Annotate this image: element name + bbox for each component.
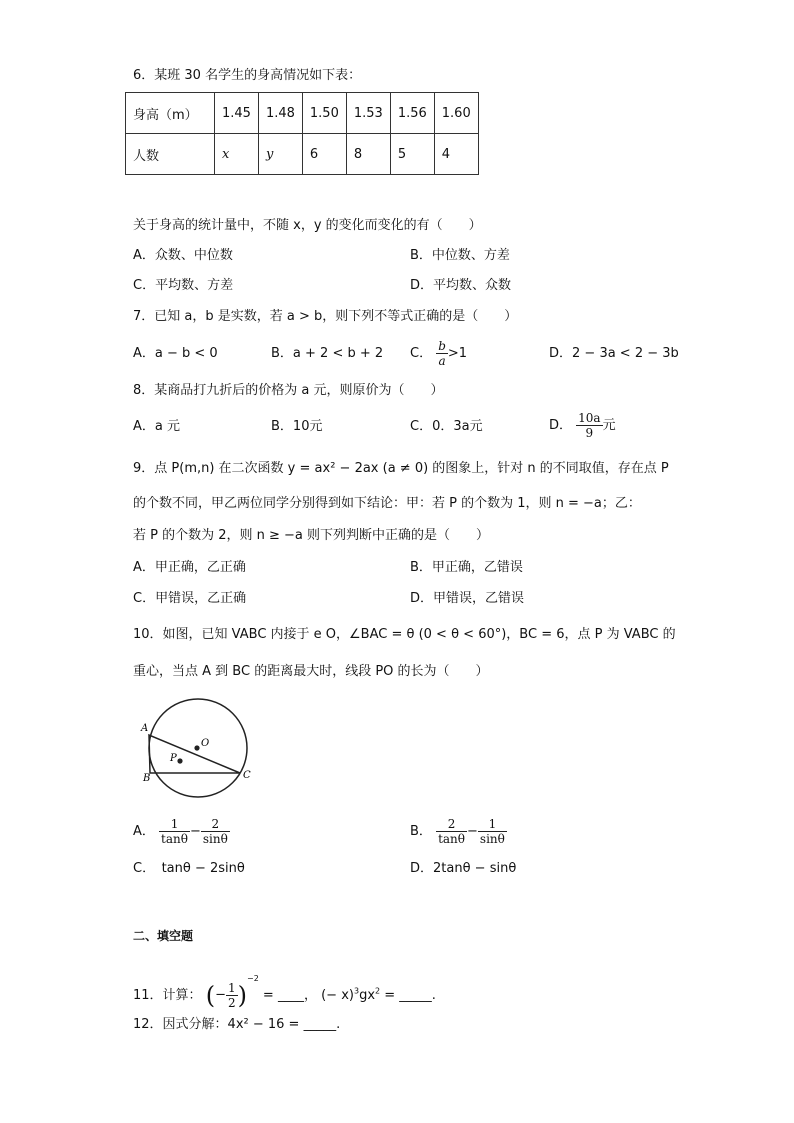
fraction xyxy=(436,817,467,846)
fraction-denominator: 2 xyxy=(227,996,236,1010)
q10-option-d: D．2tanθ − sinθ xyxy=(410,861,517,876)
q9-line2: 的个数不同，甲乙两位同学分别得到如下结论：甲：若 P 的个数为 1，则 n = −a；乙： xyxy=(133,496,641,511)
q7-option-b: B．a + 2 < b + 2 xyxy=(271,346,384,361)
q10-option-a: A． $\frac{1}{\tan\theta}$ − $\frac{2}{\sin\theta}$ xyxy=(133,817,228,846)
table-cell: 1.56 xyxy=(390,93,434,134)
q6-option-b: B．中位数、方差 xyxy=(410,248,510,263)
option-label: A． xyxy=(133,824,155,839)
height-table xyxy=(125,92,479,175)
q9-line1: 9．点 P(m,n) 在二次函数 y = ax² − 2ax (a ≠ 0) 的图象上，针对 n 的不同取值，存在点 P xyxy=(133,461,669,476)
q10-line1: 10．如图，已知 VABC 内接于 e O，∠BAC = θ (0 < θ < 60°)，BC = 6，点 P 为 VABC 的 xyxy=(133,627,676,642)
option-tail: >1 xyxy=(447,346,468,361)
q6-stem: 6．某班 30 名学生的身高情况如下表： xyxy=(133,68,362,83)
table-cell: 1.50 xyxy=(302,93,346,134)
table-cell: 身高（m） xyxy=(126,93,215,134)
q11-mid: = ____， xyxy=(262,988,317,1003)
exponent: 3 xyxy=(353,986,360,996)
q9-line3: 若 P 的个数为 2，则 n ≥ −a 则下列判断中正确的是（ ） xyxy=(133,528,490,543)
q6-question: 关于身高的统计量中，不随 x，y 的变化而变化的有（ ） xyxy=(133,218,482,233)
fraction-denominator: sinθ xyxy=(202,832,228,846)
q6-option-a: A．众数、中位数 xyxy=(133,248,233,263)
option-label: B． xyxy=(410,824,432,839)
fraction-denominator: tanθ xyxy=(161,832,188,846)
paren-close: ) xyxy=(237,981,247,1010)
paren-open: ( xyxy=(205,981,216,1010)
exponent: 2 xyxy=(375,986,381,996)
fraction-numerator: 2 xyxy=(436,817,467,832)
q8-stem: 8．某商品打九折后的价格为 a 元，则原价为（ ） xyxy=(133,383,444,398)
fraction-numerator: 10a xyxy=(578,411,601,425)
q8-option-c: C．0．3a元 xyxy=(410,419,483,434)
table-cell: 4 xyxy=(434,134,478,175)
option-tail: 元 xyxy=(602,418,616,433)
table-cell: y xyxy=(258,134,302,175)
q8-option-d xyxy=(549,408,616,444)
fraction xyxy=(436,339,448,368)
circle-triangle-figure xyxy=(132,688,258,804)
q10-line2: 重心，当点 A 到 BC 的距离最大时，线段 PO 的长为（ ） xyxy=(133,664,489,679)
label-b: B xyxy=(143,773,151,784)
section-title: 二、填空题 xyxy=(133,929,194,943)
q6-option-c: C．平均数、方差 xyxy=(133,278,234,293)
q9-option-a: A．甲正确，乙正确 xyxy=(133,560,246,575)
q11-part2-mid: gx xyxy=(359,988,376,1003)
q6-option-d: D．平均数、众数 xyxy=(410,278,512,293)
fraction xyxy=(478,817,507,846)
option-label: D． xyxy=(549,418,573,433)
q9-option-d: D．甲错误，乙错误 xyxy=(410,591,525,606)
q10-option-b: B． $\frac{2}{\tan\theta}$ − $\frac{1}{\sin\theta}$ xyxy=(410,817,505,846)
q9-option-c: C．甲错误，乙正确 xyxy=(133,591,247,606)
q7-option-a: A．a − b < 0 xyxy=(133,346,218,361)
fraction-numerator: 1 xyxy=(159,817,190,832)
triangle-abc xyxy=(149,735,240,773)
q7-option-c xyxy=(410,336,467,372)
fraction-denominator: a xyxy=(438,354,446,368)
q11-tail: = _____. xyxy=(384,988,436,1003)
table-cell: 1.45 xyxy=(215,93,259,134)
table-row xyxy=(126,134,479,175)
fraction xyxy=(576,411,602,440)
label-c: C xyxy=(243,770,251,781)
fraction xyxy=(226,981,238,1010)
table-cell: x xyxy=(215,134,259,175)
fraction xyxy=(201,817,230,846)
table-cell: 1.48 xyxy=(258,93,302,134)
point-p xyxy=(177,758,182,763)
point-o xyxy=(194,745,199,750)
label-a: A xyxy=(141,723,149,734)
fraction-numerator: 2 xyxy=(201,817,230,832)
fraction-denominator: tanθ xyxy=(438,832,465,846)
table-cell: 人数 xyxy=(126,134,215,175)
fraction xyxy=(159,817,190,846)
label-o: O xyxy=(201,738,210,749)
table-cell: 8 xyxy=(346,134,390,175)
q7-stem: 7．已知 a，b 是实数，若 a > b，则下列不等式正确的是（ ） xyxy=(133,309,518,324)
q8-option-b: B．10元 xyxy=(271,419,323,434)
table-cell: 1.60 xyxy=(434,93,478,134)
fraction-denominator: 9 xyxy=(585,426,594,440)
fraction-denominator: sinθ xyxy=(479,832,505,846)
q7-option-d: D．2 − 3a < 2 − 3b xyxy=(549,346,679,361)
q11 xyxy=(133,960,436,1015)
table-cell: 6 xyxy=(302,134,346,175)
q9-option-b: B．甲正确，乙错误 xyxy=(410,560,523,575)
q12: 12．因式分解：4x² − 16 = _____. xyxy=(133,1017,341,1032)
option-label: C． xyxy=(410,346,433,361)
exponent: −2 xyxy=(246,974,259,983)
table-cell: 1.53 xyxy=(346,93,390,134)
q11-label: 11．计算： xyxy=(133,988,202,1003)
q11-part2: (− x) xyxy=(321,988,354,1003)
label-p: P xyxy=(170,753,177,764)
q8-option-a: A．a 元 xyxy=(133,419,180,434)
fraction-numerator: b xyxy=(438,339,446,353)
q10-option-c: C． tanθ − 2sinθ xyxy=(133,861,245,876)
table-cell: 5 xyxy=(390,134,434,175)
minus-sign: − xyxy=(215,987,226,1003)
fraction-numerator: 1 xyxy=(227,981,236,995)
fraction-numerator: 1 xyxy=(478,817,507,832)
table-row xyxy=(126,93,479,134)
